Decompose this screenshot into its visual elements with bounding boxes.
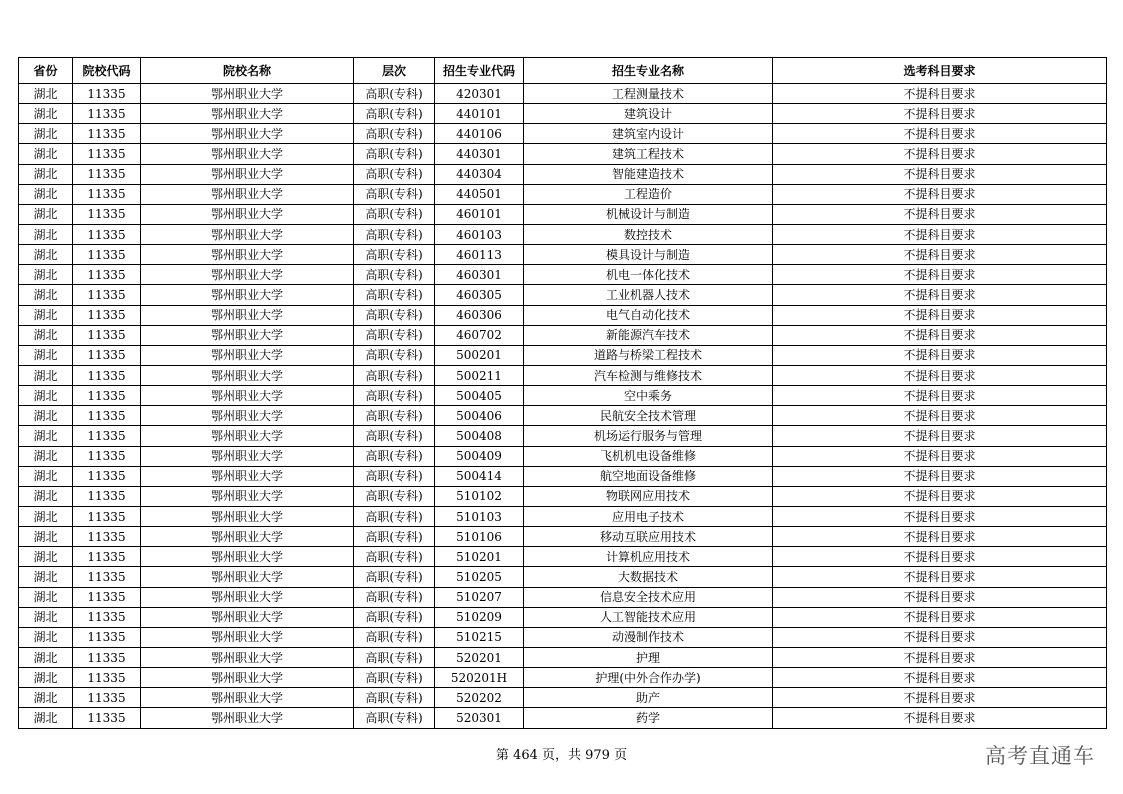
cell-major-code: 520201H — [435, 668, 524, 688]
cell-province: 湖北 — [19, 285, 73, 305]
cell-school-code: 11335 — [73, 406, 141, 426]
cell-school-code: 11335 — [73, 506, 141, 526]
cell-major-name: 应用电子技术 — [524, 506, 773, 526]
cell-school-code: 11335 — [73, 124, 141, 144]
cell-major-code: 520301 — [435, 708, 524, 728]
table-row — [19, 224, 1107, 244]
cell-school-code: 11335 — [73, 708, 141, 728]
cell-subject-requirement: 不提科目要求 — [773, 527, 1107, 547]
cell-province: 湖北 — [19, 426, 73, 446]
cell-subject-requirement: 不提科目要求 — [773, 708, 1107, 728]
cell-school-name: 鄂州职业大学 — [141, 547, 354, 567]
cell-school-name: 鄂州职业大学 — [141, 607, 354, 627]
cell-school-code: 11335 — [73, 668, 141, 688]
table-row — [19, 164, 1107, 184]
cell-level: 高职(专科) — [354, 265, 435, 285]
cell-level: 高职(专科) — [354, 506, 435, 526]
table-row — [19, 506, 1107, 526]
cell-level: 高职(专科) — [354, 647, 435, 667]
cell-major-name: 机械设计与制造 — [524, 204, 773, 224]
cell-school-name: 鄂州职业大学 — [141, 365, 354, 385]
cell-province: 湖北 — [19, 587, 73, 607]
cell-level: 高职(专科) — [354, 325, 435, 345]
cell-level: 高职(专科) — [354, 124, 435, 144]
cell-subject-requirement: 不提科目要求 — [773, 184, 1107, 204]
cell-major-name: 电气自动化技术 — [524, 305, 773, 325]
cell-subject-requirement: 不提科目要求 — [773, 84, 1107, 104]
cell-major-name: 建筑工程技术 — [524, 144, 773, 164]
cell-subject-requirement: 不提科目要求 — [773, 164, 1107, 184]
cell-school-name: 鄂州职业大学 — [141, 224, 354, 244]
cell-major-name: 汽车检测与维修技术 — [524, 365, 773, 385]
cell-major-code: 520202 — [435, 688, 524, 708]
cell-level: 高职(专科) — [354, 547, 435, 567]
cell-province: 湖北 — [19, 265, 73, 285]
cell-school-name: 鄂州职业大学 — [141, 265, 354, 285]
table-row — [19, 204, 1107, 224]
cell-level: 高职(专科) — [354, 365, 435, 385]
cell-major-code: 500405 — [435, 386, 524, 406]
cell-major-code: 500211 — [435, 365, 524, 385]
cell-province: 湖北 — [19, 386, 73, 406]
cell-province: 湖北 — [19, 406, 73, 426]
cell-level: 高职(专科) — [354, 386, 435, 406]
cell-school-name: 鄂州职业大学 — [141, 124, 354, 144]
cell-school-code: 11335 — [73, 587, 141, 607]
cell-school-name: 鄂州职业大学 — [141, 386, 354, 406]
cell-level: 高职(专科) — [354, 305, 435, 325]
cell-province: 湖北 — [19, 345, 73, 365]
cell-province: 湖北 — [19, 325, 73, 345]
cell-major-name: 飞机机电设备维修 — [524, 446, 773, 466]
table-row — [19, 607, 1107, 627]
cell-level: 高职(专科) — [354, 164, 435, 184]
cell-school-name: 鄂州职业大学 — [141, 466, 354, 486]
cell-school-code: 11335 — [73, 285, 141, 305]
cell-subject-requirement: 不提科目要求 — [773, 466, 1107, 486]
cell-province: 湖北 — [19, 466, 73, 486]
header-major-name: 招生专业名称 — [524, 58, 773, 84]
table-row — [19, 345, 1107, 365]
cell-school-code: 11335 — [73, 84, 141, 104]
cell-major-code: 460101 — [435, 204, 524, 224]
cell-school-name: 鄂州职业大学 — [141, 104, 354, 124]
table-row — [19, 708, 1107, 728]
cell-school-name: 鄂州职业大学 — [141, 688, 354, 708]
cell-major-name: 数控技术 — [524, 224, 773, 244]
cell-province: 湖北 — [19, 124, 73, 144]
cell-school-name: 鄂州职业大学 — [141, 285, 354, 305]
cell-level: 高职(专科) — [354, 627, 435, 647]
cell-subject-requirement: 不提科目要求 — [773, 386, 1107, 406]
table-row — [19, 245, 1107, 265]
header-school-name: 院校名称 — [141, 58, 354, 84]
cell-major-code: 510106 — [435, 527, 524, 547]
cell-subject-requirement: 不提科目要求 — [773, 144, 1107, 164]
table-row — [19, 285, 1107, 305]
cell-major-name: 智能建造技术 — [524, 164, 773, 184]
cell-major-code: 440106 — [435, 124, 524, 144]
table-row — [19, 84, 1107, 104]
table-row — [19, 104, 1107, 124]
cell-level: 高职(专科) — [354, 285, 435, 305]
header-row — [19, 58, 1107, 84]
table-row — [19, 688, 1107, 708]
cell-subject-requirement: 不提科目要求 — [773, 426, 1107, 446]
cell-school-name: 鄂州职业大学 — [141, 204, 354, 224]
table-row — [19, 386, 1107, 406]
cell-school-code: 11335 — [73, 365, 141, 385]
cell-school-name: 鄂州职业大学 — [141, 426, 354, 446]
cell-major-name: 建筑室内设计 — [524, 124, 773, 144]
cell-school-name: 鄂州职业大学 — [141, 345, 354, 365]
cell-level: 高职(专科) — [354, 486, 435, 506]
cell-major-code: 460702 — [435, 325, 524, 345]
cell-school-code: 11335 — [73, 627, 141, 647]
cell-province: 湖北 — [19, 688, 73, 708]
cell-province: 湖北 — [19, 506, 73, 526]
cell-province: 湖北 — [19, 184, 73, 204]
cell-school-name: 鄂州职业大学 — [141, 164, 354, 184]
cell-province: 湖北 — [19, 647, 73, 667]
cell-subject-requirement: 不提科目要求 — [773, 204, 1107, 224]
table-row — [19, 406, 1107, 426]
header-major-code: 招生专业代码 — [435, 58, 524, 84]
cell-level: 高职(专科) — [354, 104, 435, 124]
cell-subject-requirement: 不提科目要求 — [773, 345, 1107, 365]
header-level: 层次 — [354, 58, 435, 84]
cell-level: 高职(专科) — [354, 527, 435, 547]
table-body — [19, 84, 1107, 729]
cell-major-name: 工程造价 — [524, 184, 773, 204]
cell-level: 高职(专科) — [354, 224, 435, 244]
cell-major-code: 460113 — [435, 245, 524, 265]
cell-school-code: 11335 — [73, 647, 141, 667]
cell-school-code: 11335 — [73, 386, 141, 406]
cell-province: 湖北 — [19, 224, 73, 244]
cell-province: 湖北 — [19, 305, 73, 325]
cell-major-name: 物联网应用技术 — [524, 486, 773, 506]
cell-subject-requirement: 不提科目要求 — [773, 365, 1107, 385]
cell-province: 湖北 — [19, 245, 73, 265]
cell-major-code: 500201 — [435, 345, 524, 365]
cell-major-code: 510102 — [435, 486, 524, 506]
cell-school-code: 11335 — [73, 144, 141, 164]
cell-level: 高职(专科) — [354, 688, 435, 708]
cell-subject-requirement: 不提科目要求 — [773, 124, 1107, 144]
cell-school-code: 11335 — [73, 204, 141, 224]
cell-subject-requirement: 不提科目要求 — [773, 647, 1107, 667]
table-header — [19, 58, 1107, 84]
cell-subject-requirement: 不提科目要求 — [773, 668, 1107, 688]
cell-school-name: 鄂州职业大学 — [141, 184, 354, 204]
cell-level: 高职(专科) — [354, 406, 435, 426]
cell-subject-requirement: 不提科目要求 — [773, 506, 1107, 526]
header-province: 省份 — [19, 58, 73, 84]
cell-school-name: 鄂州职业大学 — [141, 587, 354, 607]
cell-school-code: 11335 — [73, 486, 141, 506]
cell-major-code: 420301 — [435, 84, 524, 104]
table-row — [19, 184, 1107, 204]
cell-school-name: 鄂州职业大学 — [141, 527, 354, 547]
cell-level: 高职(专科) — [354, 245, 435, 265]
table-row — [19, 547, 1107, 567]
cell-subject-requirement: 不提科目要求 — [773, 688, 1107, 708]
cell-subject-requirement: 不提科目要求 — [773, 486, 1107, 506]
cell-subject-requirement: 不提科目要求 — [773, 325, 1107, 345]
cell-province: 湖北 — [19, 446, 73, 466]
cell-subject-requirement: 不提科目要求 — [773, 587, 1107, 607]
cell-major-code: 510215 — [435, 627, 524, 647]
table-row — [19, 124, 1107, 144]
cell-level: 高职(专科) — [354, 184, 435, 204]
table-row — [19, 446, 1107, 466]
cell-province: 湖北 — [19, 627, 73, 647]
cell-school-code: 11335 — [73, 567, 141, 587]
cell-major-name: 信息安全技术应用 — [524, 587, 773, 607]
cell-province: 湖北 — [19, 607, 73, 627]
cell-major-name: 人工智能技术应用 — [524, 607, 773, 627]
cell-school-name: 鄂州职业大学 — [141, 627, 354, 647]
cell-major-code: 510205 — [435, 567, 524, 587]
cell-major-code: 510201 — [435, 547, 524, 567]
cell-level: 高职(专科) — [354, 466, 435, 486]
watermark-text: 高考直通车 — [985, 744, 1095, 768]
cell-school-code: 11335 — [73, 104, 141, 124]
cell-school-name: 鄂州职业大学 — [141, 647, 354, 667]
cell-major-code: 510207 — [435, 587, 524, 607]
cell-province: 湖北 — [19, 104, 73, 124]
cell-school-code: 11335 — [73, 184, 141, 204]
cell-school-code: 11335 — [73, 224, 141, 244]
cell-school-code: 11335 — [73, 527, 141, 547]
cell-major-name: 机电一体化技术 — [524, 265, 773, 285]
cell-level: 高职(专科) — [354, 567, 435, 587]
cell-level: 高职(专科) — [354, 668, 435, 688]
cell-major-name: 工业机器人技术 — [524, 285, 773, 305]
cell-school-name: 鄂州职业大学 — [141, 446, 354, 466]
table-row — [19, 486, 1107, 506]
table-row — [19, 627, 1107, 647]
cell-major-code: 500408 — [435, 426, 524, 446]
cell-school-name: 鄂州职业大学 — [141, 486, 354, 506]
cell-major-code: 440304 — [435, 164, 524, 184]
cell-level: 高职(专科) — [354, 84, 435, 104]
cell-subject-requirement: 不提科目要求 — [773, 567, 1107, 587]
cell-major-name: 护理(中外合作办学) — [524, 668, 773, 688]
cell-level: 高职(专科) — [354, 204, 435, 224]
cell-school-code: 11335 — [73, 325, 141, 345]
cell-school-code: 11335 — [73, 245, 141, 265]
cell-level: 高职(专科) — [354, 144, 435, 164]
cell-school-name: 鄂州职业大学 — [141, 406, 354, 426]
cell-school-name: 鄂州职业大学 — [141, 708, 354, 728]
table-row — [19, 567, 1107, 587]
cell-province: 湖北 — [19, 527, 73, 547]
table-row — [19, 466, 1107, 486]
table-row — [19, 365, 1107, 385]
cell-province: 湖北 — [19, 567, 73, 587]
cell-major-code: 500414 — [435, 466, 524, 486]
cell-major-name: 新能源汽车技术 — [524, 325, 773, 345]
cell-major-name: 工程测量技术 — [524, 84, 773, 104]
cell-province: 湖北 — [19, 708, 73, 728]
table-row — [19, 668, 1107, 688]
cell-major-name: 助产 — [524, 688, 773, 708]
cell-major-name: 空中乘务 — [524, 386, 773, 406]
cell-level: 高职(专科) — [354, 607, 435, 627]
cell-major-code: 460305 — [435, 285, 524, 305]
cell-subject-requirement: 不提科目要求 — [773, 305, 1107, 325]
cell-subject-requirement: 不提科目要求 — [773, 627, 1107, 647]
table-row — [19, 325, 1107, 345]
cell-major-code: 520201 — [435, 647, 524, 667]
header-subject-requirement: 选考科目要求 — [773, 58, 1107, 84]
table-row — [19, 527, 1107, 547]
cell-school-name: 鄂州职业大学 — [141, 325, 354, 345]
cell-school-name: 鄂州职业大学 — [141, 144, 354, 164]
cell-school-name: 鄂州职业大学 — [141, 245, 354, 265]
table-row — [19, 647, 1107, 667]
cell-province: 湖北 — [19, 365, 73, 385]
cell-major-code: 460103 — [435, 224, 524, 244]
cell-level: 高职(专科) — [354, 446, 435, 466]
cell-subject-requirement: 不提科目要求 — [773, 285, 1107, 305]
cell-major-name: 建筑设计 — [524, 104, 773, 124]
cell-major-code: 440501 — [435, 184, 524, 204]
cell-major-name: 道路与桥梁工程技术 — [524, 345, 773, 365]
cell-province: 湖北 — [19, 84, 73, 104]
cell-province: 湖北 — [19, 144, 73, 164]
cell-major-name: 机场运行服务与管理 — [524, 426, 773, 446]
cell-school-code: 11335 — [73, 305, 141, 325]
cell-school-code: 11335 — [73, 345, 141, 365]
page-number: 第 464 页，共 979 页 — [495, 748, 628, 763]
cell-school-name: 鄂州职业大学 — [141, 305, 354, 325]
cell-school-code: 11335 — [73, 466, 141, 486]
cell-school-name: 鄂州职业大学 — [141, 84, 354, 104]
cell-school-name: 鄂州职业大学 — [141, 506, 354, 526]
cell-school-code: 11335 — [73, 607, 141, 627]
cell-school-code: 11335 — [73, 265, 141, 285]
cell-major-name: 移动互联应用技术 — [524, 527, 773, 547]
cell-major-code: 500406 — [435, 406, 524, 426]
table-row — [19, 587, 1107, 607]
cell-level: 高职(专科) — [354, 345, 435, 365]
cell-school-code: 11335 — [73, 426, 141, 446]
cell-province: 湖北 — [19, 668, 73, 688]
cell-school-name: 鄂州职业大学 — [141, 567, 354, 587]
table-row — [19, 265, 1107, 285]
cell-school-name: 鄂州职业大学 — [141, 668, 354, 688]
cell-major-code: 510103 — [435, 506, 524, 526]
cell-province: 湖北 — [19, 164, 73, 184]
cell-subject-requirement: 不提科目要求 — [773, 607, 1107, 627]
cell-subject-requirement: 不提科目要求 — [773, 406, 1107, 426]
cell-school-code: 11335 — [73, 446, 141, 466]
cell-major-code: 440101 — [435, 104, 524, 124]
cell-level: 高职(专科) — [354, 587, 435, 607]
cell-major-name: 航空地面设备维修 — [524, 466, 773, 486]
cell-school-code: 11335 — [73, 164, 141, 184]
cell-level: 高职(专科) — [354, 426, 435, 446]
cell-major-code: 460306 — [435, 305, 524, 325]
cell-major-name: 动漫制作技术 — [524, 627, 773, 647]
cell-major-name: 大数据技术 — [524, 567, 773, 587]
header-school-code: 院校代码 — [73, 58, 141, 84]
cell-major-code: 500409 — [435, 446, 524, 466]
cell-province: 湖北 — [19, 547, 73, 567]
cell-major-name: 护理 — [524, 647, 773, 667]
cell-major-name: 药学 — [524, 708, 773, 728]
cell-major-name: 民航安全技术管理 — [524, 406, 773, 426]
cell-province: 湖北 — [19, 204, 73, 224]
cell-subject-requirement: 不提科目要求 — [773, 547, 1107, 567]
cell-major-code: 440301 — [435, 144, 524, 164]
cell-subject-requirement: 不提科目要求 — [773, 224, 1107, 244]
cell-level: 高职(专科) — [354, 708, 435, 728]
cell-major-code: 460301 — [435, 265, 524, 285]
cell-major-name: 模具设计与制造 — [524, 245, 773, 265]
table-row — [19, 144, 1107, 164]
cell-major-code: 510209 — [435, 607, 524, 627]
table-row — [19, 305, 1107, 325]
cell-subject-requirement: 不提科目要求 — [773, 245, 1107, 265]
cell-subject-requirement: 不提科目要求 — [773, 265, 1107, 285]
admission-table — [18, 57, 1107, 729]
cell-school-code: 11335 — [73, 688, 141, 708]
cell-province: 湖北 — [19, 486, 73, 506]
cell-school-code: 11335 — [73, 547, 141, 567]
cell-subject-requirement: 不提科目要求 — [773, 446, 1107, 466]
cell-subject-requirement: 不提科目要求 — [773, 104, 1107, 124]
cell-major-name: 计算机应用技术 — [524, 547, 773, 567]
table-row — [19, 426, 1107, 446]
